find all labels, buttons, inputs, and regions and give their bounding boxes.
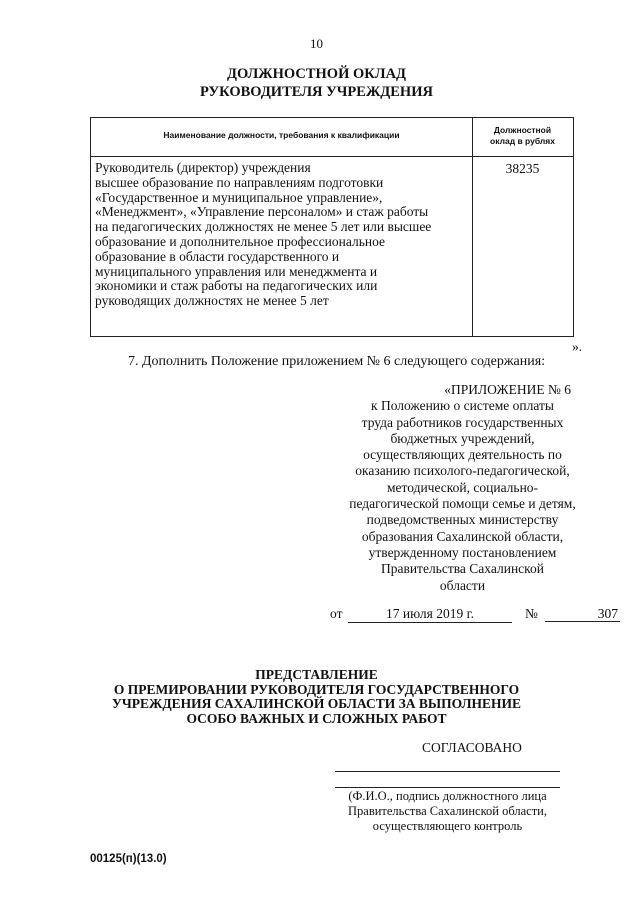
appendix-line: оказанию психолого-педагогической, xyxy=(355,463,570,479)
signature-line-2 xyxy=(335,787,560,788)
table-header-name: Наименование должности, требования к квалификации xyxy=(163,130,400,140)
row-line: «Менеджмент», «Управление персоналом» и стаж работы xyxy=(95,204,429,220)
caption-line: Правительства Сахалинской области, xyxy=(348,804,547,818)
quote-close: ». xyxy=(572,339,583,354)
row-line: образование в области государственного и xyxy=(95,248,340,264)
heading-line: О ПРЕМИРОВАНИИ РУКОВОДИТЕЛЯ ГОСУДАРСТВЕННОГО xyxy=(113,681,520,697)
representation-heading xyxy=(0,668,633,726)
row-line: на педагогических должностях не менее 5 лет или высшее xyxy=(95,219,432,235)
table-header-salary xyxy=(472,125,573,147)
heading-line: ПРЕДСТАВЛЕНИЕ xyxy=(255,667,378,682)
salary-table xyxy=(90,117,574,337)
document-code: 00125(п)(13.0) xyxy=(90,853,167,865)
caption-line: осуществляющего контроль xyxy=(372,819,523,833)
appendix-line: к Положению о системе оплаты xyxy=(371,398,554,414)
signature-line xyxy=(335,771,560,772)
resolution-number: 307 xyxy=(545,606,620,622)
table-row-salary: 38235 xyxy=(505,161,540,176)
appendix-line: методической, социально- xyxy=(386,479,539,495)
appendix-line: утвержденному постановлением xyxy=(368,544,557,560)
number-prefix: № xyxy=(525,606,538,621)
row-line: экономики и стаж работы на педагогических или xyxy=(95,278,378,294)
appendix-line: области xyxy=(439,577,486,593)
table-header-salary-line-2: оклад в рублях xyxy=(490,136,555,146)
table-column-divider xyxy=(472,118,473,336)
row-line: образование и дополнительное профессиональное xyxy=(95,233,385,249)
appendix-heading: «ПРИЛОЖЕНИЕ № 6 xyxy=(444,382,571,397)
appendix-line: бюджетных учреждений, xyxy=(390,430,535,446)
heading-line: ОСОБО ВАЖНЫХ И СЛОЖНЫХ РАБОТ xyxy=(186,710,447,726)
appendix-line: Правительства Сахалинской xyxy=(380,561,545,577)
resolution-date-line xyxy=(330,606,620,624)
table-row-description xyxy=(95,161,470,309)
appendix-line: осуществляющих деятельность по xyxy=(363,447,562,463)
row-line: «Государственное и муниципальное управление», xyxy=(95,189,383,205)
row-line: муниципального управления или менеджмента и xyxy=(95,263,378,279)
date-prefix: от xyxy=(330,606,343,621)
heading-line: УЧРЕЖДЕНИЯ САХАЛИНСКОЙ ОБЛАСТИ ЗА ВЫПОЛНЕНИЕ xyxy=(111,696,522,712)
table-header-salary-line-1: Должностной xyxy=(493,125,552,135)
appendix-line: подведомственных министерству xyxy=(366,512,559,528)
appendix-line: образования Сахалинской области, xyxy=(361,528,564,544)
page-number: 10 xyxy=(310,36,323,51)
signature-caption xyxy=(335,789,560,834)
row-line: высшее образование по направлениям подготовки xyxy=(95,174,384,190)
title-line-2: РУКОВОДИТЕЛЯ УЧРЕЖДЕНИЯ xyxy=(200,84,433,100)
table-header-divider xyxy=(91,156,573,157)
approval-label: СОГЛАСОВАНО xyxy=(422,740,522,755)
caption-line: (Ф.И.О., подпись должностного лица xyxy=(348,789,547,803)
amendment-paragraph: 7. Дополнить Положение приложением № 6 следующего содержания: xyxy=(128,354,546,369)
title-line-1: ДОЛЖНОСТНОЙ ОКЛАД xyxy=(226,66,407,82)
resolution-date: 17 июля 2019 г. xyxy=(348,606,512,623)
row-line: руководящих должностях не менее 5 лет xyxy=(95,293,329,309)
appendix-block xyxy=(330,382,595,594)
appendix-line: труда работников государственных xyxy=(361,414,564,430)
row-line: Руководитель (директор) учреждения xyxy=(95,160,311,175)
appendix-line: педагогической помощи семье и детям, xyxy=(349,496,576,512)
